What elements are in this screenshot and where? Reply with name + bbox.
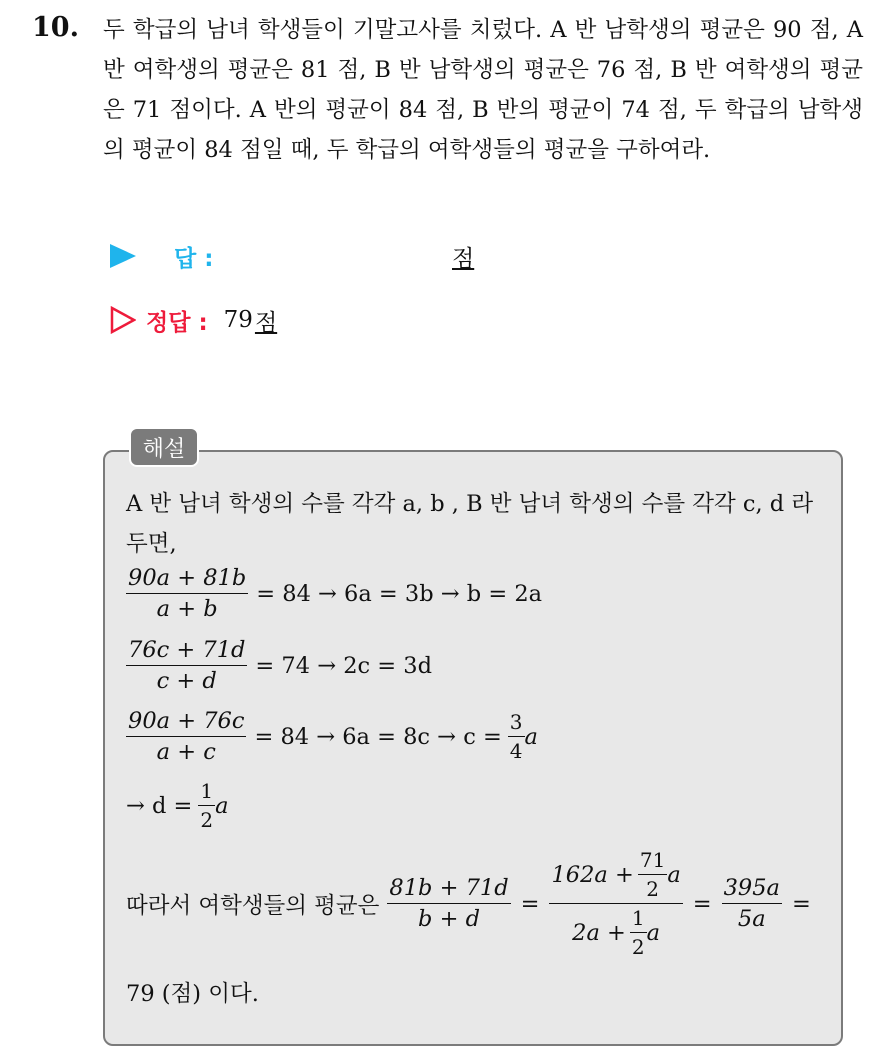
numerator: 76c + 71d: [126, 637, 247, 666]
fraction: [198, 779, 215, 832]
fraction: [630, 906, 647, 959]
solution-equation-3: [126, 708, 538, 765]
numerator: 90a + 81b: [126, 565, 248, 594]
denominator-post: a: [646, 919, 661, 946]
final-pre: 따라서 여학생들의 평균은: [126, 892, 380, 919]
equation-rest: = 74 → 2c = 3d: [255, 652, 433, 679]
equation-rest: = 84 → 6a = 3b → b = 2a: [256, 580, 543, 607]
numerator: 90a + 76c: [126, 708, 246, 737]
fraction: [126, 637, 247, 694]
denominator: 2: [200, 808, 214, 832]
correct-answer-row: [110, 300, 277, 340]
fraction: [722, 875, 782, 932]
numerator-post: a: [667, 861, 681, 888]
solution-intro: A 반 남녀 학생의 수를 각각 a, b , B 반 남녀 학생의 수를 각각 c, d 라 두면,: [126, 491, 814, 557]
answer-label: 답 :: [174, 245, 214, 272]
correct-answer-label: 정답 :: [146, 309, 208, 336]
solution-equation-2: [126, 637, 432, 694]
denominator: c + d: [156, 668, 217, 694]
fraction: [508, 710, 525, 763]
numerator: 81b + 71d: [387, 875, 510, 904]
numerator: 395a: [722, 875, 782, 904]
question-text: 두 학급의 남녀 학생들이 기말고사를 치렀다. A 반 남학생의 평균은 90 점, A 반 여학생의 평균은 81 점, B 반 남학생의 평균은 76 점, B 반 여학생의 평균은 71 점이다. A 반의 평균이 84 점, B 반의 평균이 74 점, 두 학급의 남학생의 평균이 84 점일 때, 두 학급의 여학생들의 평균을 구하여라.: [103, 17, 863, 163]
solution-tag: 해설: [129, 427, 199, 467]
correct-answer-unit: 점: [254, 309, 278, 336]
solution-equation-4: [126, 779, 229, 832]
denominator: [549, 904, 682, 959]
denominator-pre: 2a +: [572, 919, 626, 946]
complex-fraction: [549, 848, 682, 959]
solution-final-equation: [126, 848, 811, 959]
equation-tail: a: [215, 792, 229, 819]
numerator: [549, 848, 682, 904]
numerator: 1: [198, 779, 215, 806]
denominator: 5a: [737, 906, 766, 932]
numerator-pre: 162a +: [551, 861, 634, 888]
denominator: 4: [509, 739, 523, 763]
correct-answer-value: 79: [223, 307, 253, 333]
answer-unit: 점: [452, 246, 475, 272]
play-triangle-icon: [110, 244, 136, 268]
denominator: 2: [646, 877, 659, 901]
denominator: 2: [631, 935, 645, 959]
numerator: 3: [508, 710, 525, 737]
fraction: [638, 848, 667, 901]
equation-tail: a: [524, 723, 538, 750]
denominator: a + b: [156, 596, 218, 622]
denominator: a + c: [156, 739, 216, 765]
fraction: [126, 708, 246, 765]
equals-sign: =: [791, 890, 811, 917]
equals-sign: =: [692, 890, 712, 917]
equation-mid: = 84 → 6a = 8c → c =: [254, 723, 502, 750]
solution-equation-1: [126, 565, 542, 622]
denominator: b + d: [418, 906, 480, 932]
numerator: 71: [638, 848, 667, 875]
equals-sign: =: [520, 890, 540, 917]
fraction: [387, 875, 510, 932]
answer-row: [110, 236, 213, 276]
solution-conclusion: 79 (점) 이다.: [126, 981, 259, 1007]
equation-pre: → d =: [126, 792, 193, 819]
numerator: 1: [630, 906, 647, 933]
outline-triangle-icon: [110, 306, 136, 334]
question-number: 10.: [32, 12, 79, 43]
fraction: [126, 565, 248, 622]
